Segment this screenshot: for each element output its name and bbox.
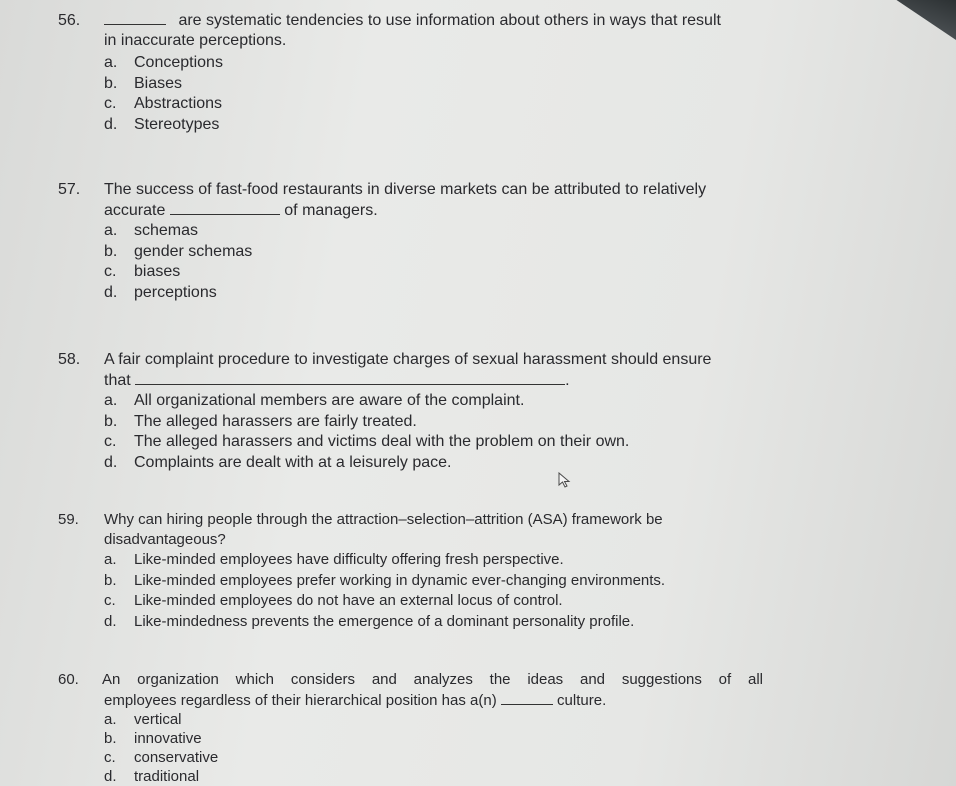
option-b[interactable]: b. Like-minded employees prefer working in dynamic ever-changing environments.: [104, 571, 666, 589]
option-c[interactable]: c. biases: [104, 263, 181, 280]
question-number: 58.: [58, 351, 81, 368]
question-stem: An organization which considers and analyzes the ideas and suggestions of all: [102, 671, 763, 688]
answer-blank: [135, 370, 565, 385]
question-stem-continued: accurate: [104, 202, 166, 219]
question-stem-line: [58, 670, 763, 690]
option-d[interactable]: d. perceptions: [104, 283, 217, 301]
option-c[interactable]: c. conservative: [104, 749, 219, 766]
question-stem-continued: in inaccurate perceptions.: [104, 32, 287, 49]
question-stem: The success of fast-food restaurants in diverse markets can be attributed to relatively: [104, 181, 707, 198]
question-stem-end: of managers.: [284, 202, 378, 219]
option-a[interactable]: a. Conceptions: [104, 54, 223, 71]
question-stem: A fair complaint procedure to investigate charges of sexual harassment should ensure: [104, 351, 712, 368]
option-b[interactable]: b. Biases: [104, 74, 183, 92]
option-c[interactable]: c. Like-minded employees do not have an external locus of control.: [104, 592, 563, 609]
question-58: [58, 350, 818, 473]
question-60: [58, 670, 763, 786]
option-a[interactable]: a. schemas: [104, 222, 199, 239]
option-b[interactable]: b. The alleged harassers are fairly treated.: [104, 412, 417, 430]
option-a[interactable]: a. All organizational members are aware of the complaint.: [104, 392, 525, 409]
option-b[interactable]: b. gender schemas: [104, 242, 253, 260]
question-stem: are systematic tendencies to use information about others in ways that result: [178, 12, 721, 29]
options-list: [58, 710, 763, 786]
options-list: [58, 391, 818, 473]
question-stem-end: culture.: [557, 692, 607, 709]
background-edge: [886, 0, 956, 40]
question-number: 56.: [58, 12, 81, 29]
question-number: 57.: [58, 181, 81, 198]
option-b[interactable]: b. innovative: [104, 730, 202, 747]
options-list: [58, 221, 818, 303]
question-stem-continued: that: [104, 372, 131, 389]
options-list: [58, 550, 818, 632]
question-stem-continued: employees regardless of their hierarchical position has a(n): [104, 692, 497, 709]
question-stem: Why can hiring people through the attraction–selection–attrition (ASA) framework be: [104, 511, 663, 528]
mouse-pointer-icon: [558, 472, 572, 488]
option-a[interactable]: a. vertical: [104, 711, 182, 728]
option-a[interactable]: a. Like-minded employees have difficulty offering fresh perspective.: [104, 551, 564, 568]
option-c[interactable]: c. Abstractions: [104, 95, 223, 112]
question-59: [58, 510, 818, 632]
question-stem-continued: disadvantageous?: [104, 531, 226, 548]
answer-blank: [170, 200, 280, 215]
option-d[interactable]: d. Stereotypes: [104, 115, 220, 133]
question-56: [58, 10, 818, 135]
options-list: [58, 53, 818, 135]
question-stem-end: .: [565, 372, 570, 389]
answer-blank: [104, 10, 166, 25]
option-c[interactable]: c. The alleged harassers and victims deal with the problem on their own.: [104, 433, 630, 450]
question-number: 60.: [58, 671, 79, 688]
option-d[interactable]: d. Complaints are dealt with at a leisurely pace.: [104, 453, 452, 471]
question-57: [58, 180, 818, 303]
answer-blank: [501, 690, 553, 705]
option-d[interactable]: d. traditional: [104, 768, 200, 785]
question-number: 59.: [58, 511, 79, 528]
option-d[interactable]: d. Like-mindedness prevents the emergence of a dominant personality profile.: [104, 612, 635, 630]
